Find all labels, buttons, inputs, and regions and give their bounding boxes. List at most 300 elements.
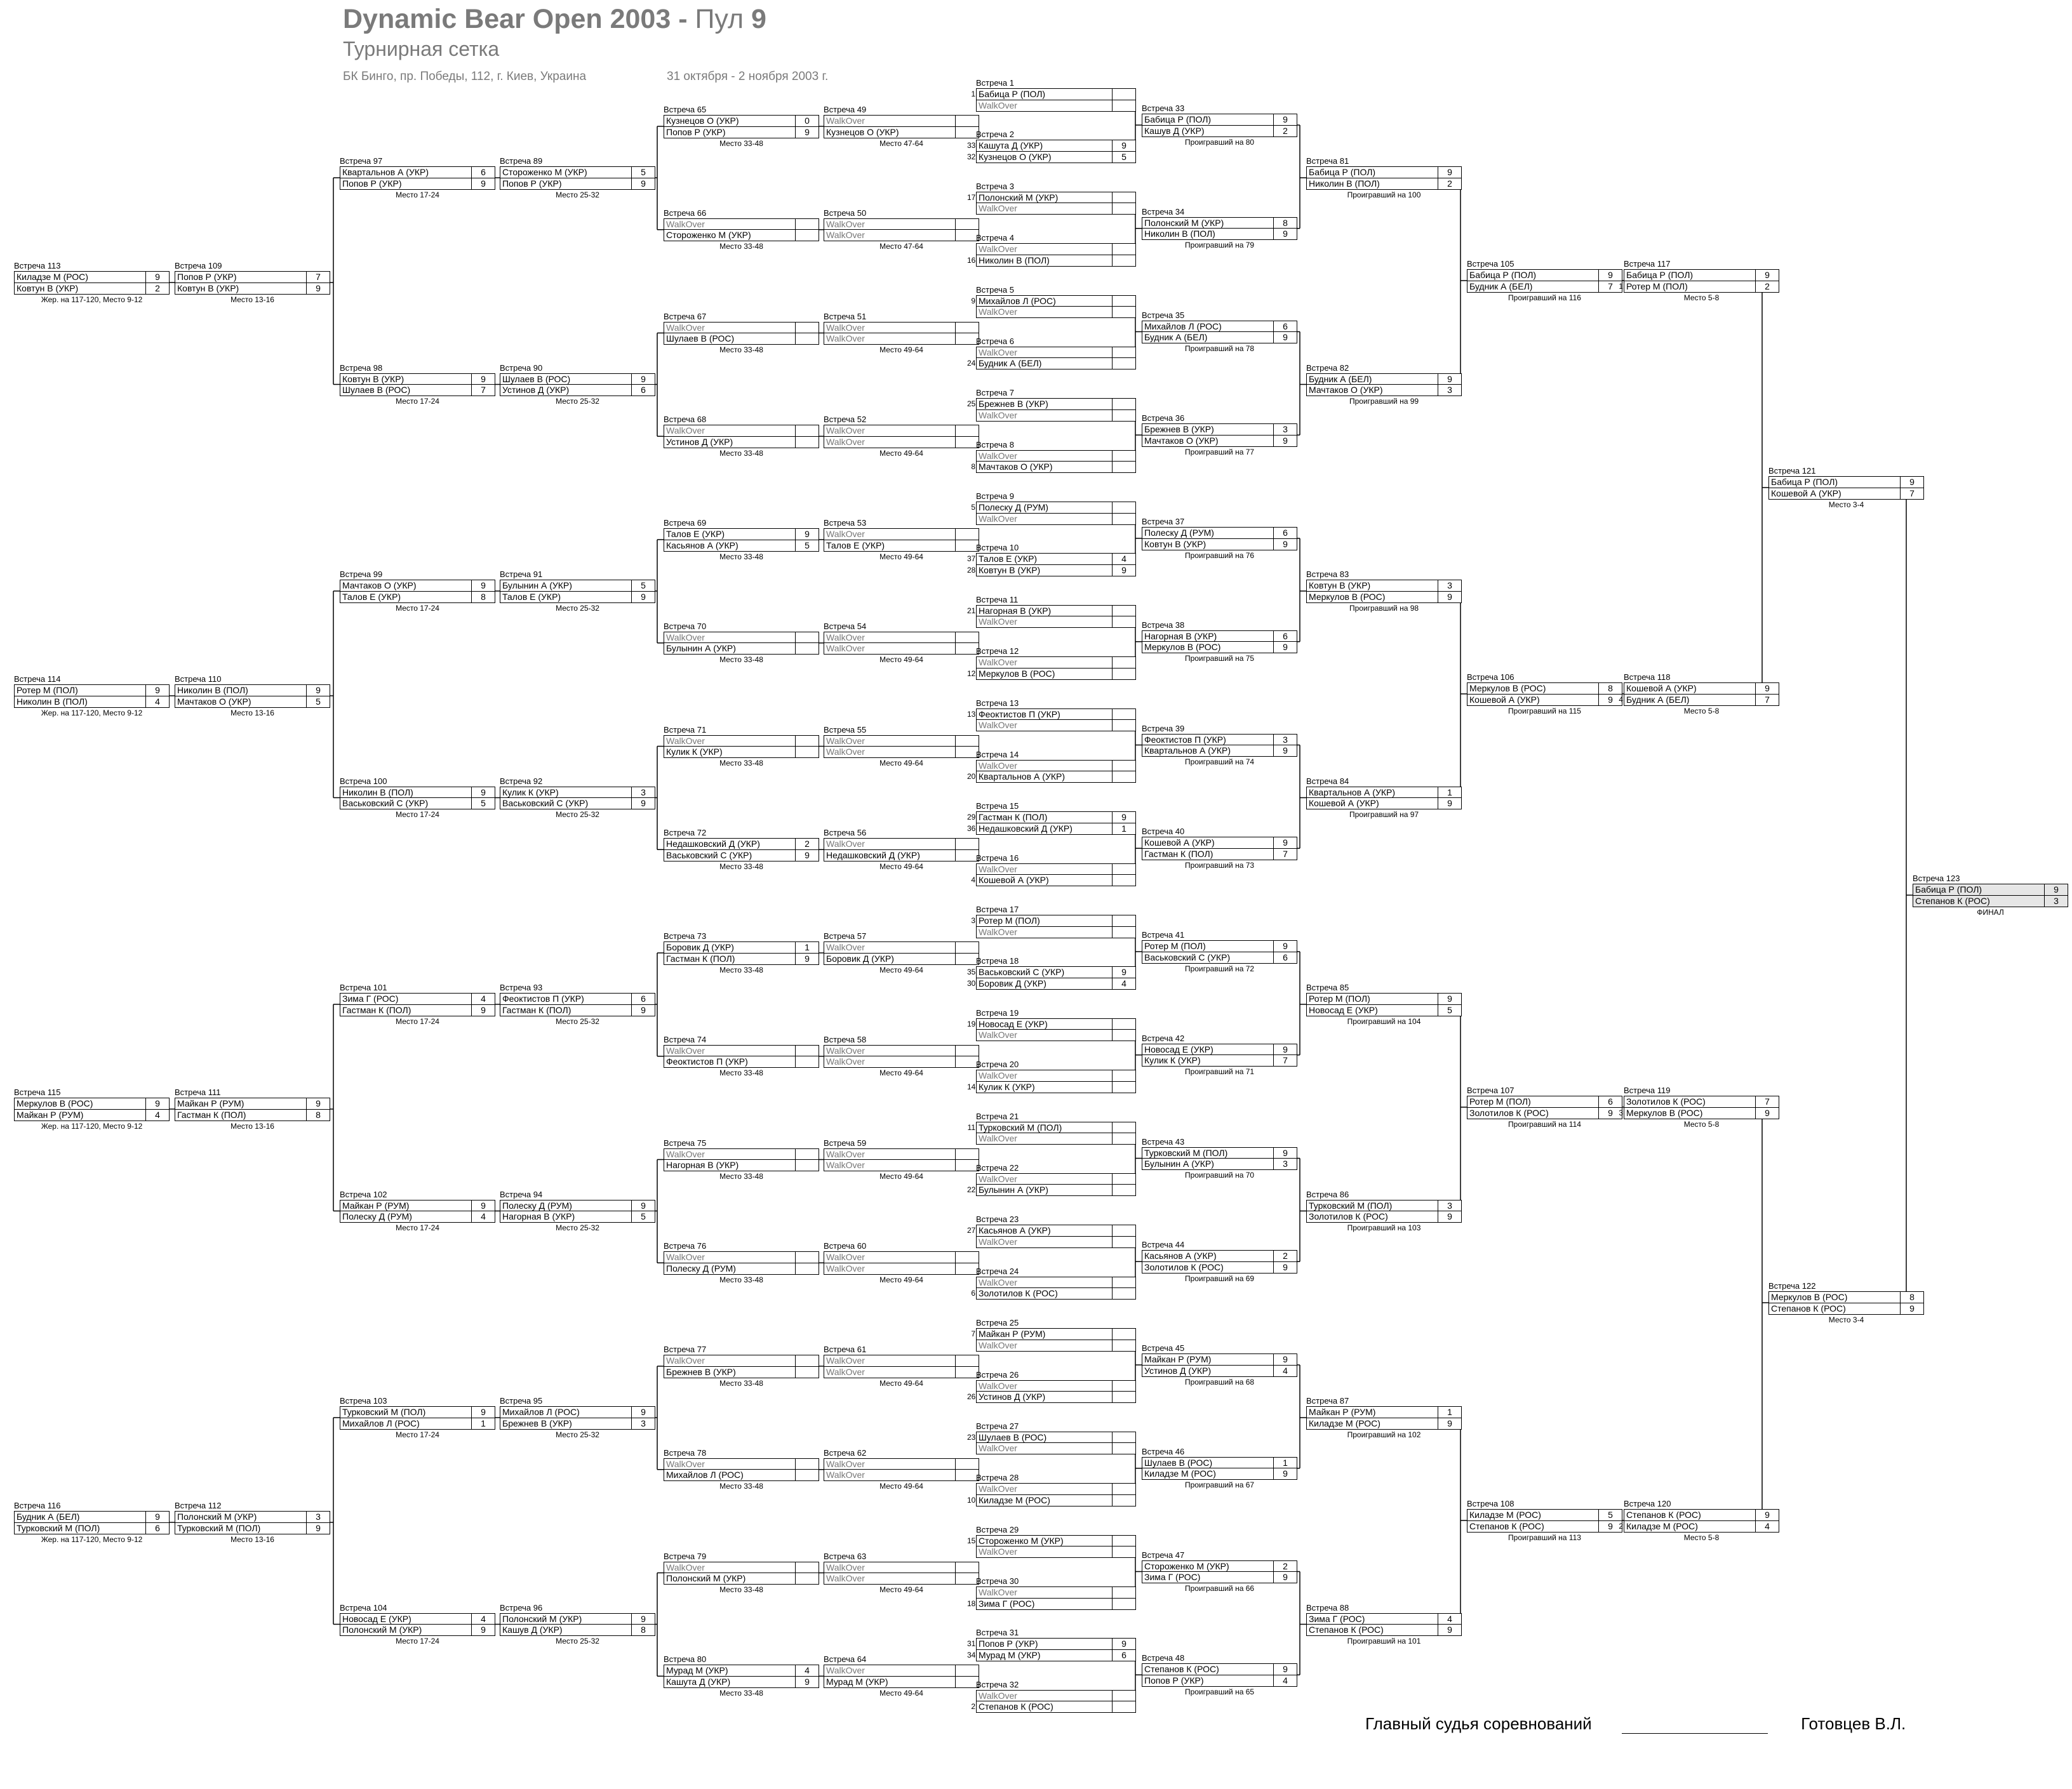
- match-115: [14, 1087, 170, 1131]
- seed-number: 3: [971, 916, 975, 926]
- match-label: Встреча 67: [664, 311, 707, 321]
- player-row: [976, 1483, 1136, 1495]
- player-name: Феоктистов П (УКР): [979, 708, 1060, 719]
- player-row: [1142, 1560, 1297, 1573]
- player-score: [955, 850, 979, 861]
- match-label: Встреча 100: [340, 776, 387, 786]
- player-name: Киладзе М (РОС): [17, 272, 88, 282]
- player-score: [1112, 1237, 1135, 1247]
- player-row: [967, 140, 1136, 152]
- player-score: 1: [471, 1418, 495, 1429]
- match-10: [967, 542, 1136, 576]
- player-row: [664, 425, 819, 437]
- player-score: [1112, 203, 1135, 214]
- player-score: [795, 1459, 819, 1470]
- player-row: [824, 528, 979, 540]
- match-39: [1142, 723, 1297, 768]
- player-name: Золотилов К (РОС): [1469, 1107, 1549, 1118]
- player-name: Меркулов В (РОС): [1626, 1107, 1703, 1118]
- match-label: Встреча 122: [1768, 1281, 1816, 1291]
- player-name: Будник А (БЕЛ): [1309, 373, 1372, 384]
- player-score: [955, 529, 979, 540]
- player-row: [664, 218, 819, 230]
- player-name: Николин В (ПОЛ): [1309, 178, 1380, 189]
- match-label: Встреча 62: [824, 1447, 867, 1458]
- match-label: Встреча 92: [500, 776, 543, 786]
- match-label: Встреча 120: [1624, 1499, 1671, 1508]
- pool-number: 9: [751, 4, 766, 34]
- player-name: Михайлов Л (РОС): [666, 1470, 744, 1480]
- player-row: [824, 1355, 979, 1367]
- player-row: [1467, 1107, 1622, 1119]
- match-94: [500, 1189, 655, 1234]
- player-row: [664, 126, 819, 138]
- player-row: [976, 203, 1136, 215]
- player-name: Меркулов В (РОС): [1144, 642, 1221, 653]
- player-name: Ротер М (ПОЛ): [1144, 941, 1206, 951]
- match-label: Встреча 71: [664, 724, 707, 735]
- match-note: Место 47-64: [879, 138, 923, 148]
- match-label: Встреча 20: [976, 1060, 1019, 1070]
- match-label: Встреча 115: [14, 1087, 61, 1097]
- player-score: [795, 1355, 819, 1366]
- player-score: [1112, 1174, 1135, 1185]
- player-row: [340, 1418, 495, 1430]
- player-row: [1142, 1147, 1297, 1159]
- player-score: 9: [631, 798, 655, 809]
- player-score: 6: [1112, 1650, 1135, 1661]
- match-note: Проигравший на 114: [1508, 1119, 1581, 1129]
- player-score: 4: [471, 1614, 495, 1625]
- player-score: [955, 736, 979, 747]
- player-score: 4: [1755, 1521, 1779, 1532]
- player-row: [500, 1613, 655, 1625]
- player-score: 2: [1273, 1561, 1297, 1572]
- player-row: [824, 1159, 979, 1171]
- match-label: Встреча 88: [1306, 1602, 1349, 1613]
- player-score: 4: [1438, 1614, 1461, 1625]
- player-row: [1142, 1044, 1297, 1056]
- player-name: Полонский М (УКР): [177, 1512, 257, 1522]
- match-label: Встреча 110: [175, 674, 222, 684]
- player-score: [1112, 915, 1135, 926]
- match-75: [664, 1138, 819, 1182]
- player-score: 9: [795, 127, 819, 138]
- walkover-text: WalkOver: [979, 1277, 1017, 1287]
- player-score: 8: [1598, 683, 1622, 694]
- walkover-text: WalkOver: [979, 1690, 1017, 1701]
- player-score: [1112, 192, 1135, 203]
- match-8: [971, 439, 1136, 474]
- player-row: [967, 1018, 1136, 1030]
- match-note: Место 5-8: [1683, 1533, 1720, 1542]
- player-row: [967, 1225, 1136, 1237]
- player-row: [500, 1406, 655, 1418]
- player-name: Квартальнов А (УКР): [1144, 745, 1231, 755]
- match-label: Встреча 48: [1142, 1653, 1185, 1663]
- match-53: [824, 517, 979, 562]
- player-row: [976, 1070, 1136, 1082]
- player-row: [175, 684, 330, 696]
- walkover-text: WalkOver: [979, 863, 1017, 874]
- player-name: Будник А (БЕЛ): [1144, 332, 1208, 342]
- player-name: Киладзе М (РОС): [1309, 1418, 1380, 1428]
- match-35: [1142, 310, 1297, 354]
- player-score: [795, 1056, 819, 1067]
- player-name: Меркулов В (РОС): [1771, 1292, 1848, 1302]
- match-91: [500, 569, 655, 613]
- player-name: Михайлов Л (РОС): [979, 295, 1056, 306]
- player-row: [1306, 591, 1462, 603]
- player-row: [500, 591, 655, 603]
- walkover-text: WalkOver: [979, 203, 1017, 214]
- player-name: Шулаев В (РОС): [1144, 1457, 1213, 1468]
- match-67: [664, 311, 819, 356]
- walkover-text: WalkOver: [826, 735, 865, 746]
- player-score: [1112, 462, 1135, 472]
- player-name: Турковский М (ПОЛ): [17, 1522, 100, 1533]
- match-9: [971, 491, 1136, 525]
- walkover-text: WalkOver: [979, 347, 1017, 357]
- player-score: 9: [1112, 812, 1135, 823]
- player-score: 8: [631, 1625, 655, 1635]
- match-17: [971, 904, 1136, 938]
- player-name: Шулаев В (РОС): [342, 385, 411, 395]
- match-45: [1142, 1343, 1297, 1387]
- match-label: Встреча 90: [500, 362, 543, 373]
- player-score: 9: [471, 1005, 495, 1016]
- player-score: [1112, 358, 1135, 369]
- player-row: [1142, 1250, 1297, 1262]
- player-row: [1624, 1509, 1779, 1521]
- player-row: [1142, 321, 1297, 333]
- player-name: Майкан Р (РУМ): [1309, 1407, 1376, 1417]
- player-name: Турковский М (ПОЛ): [177, 1522, 261, 1533]
- match-label: Встреча 76: [664, 1241, 707, 1251]
- player-score: 5: [471, 798, 495, 809]
- match-label: Встреча 2: [976, 130, 1014, 140]
- player-score: [955, 1263, 979, 1274]
- player-name: Недашковский Д (УКР): [826, 849, 920, 860]
- player-score: 3: [1273, 735, 1297, 745]
- player-score: 9: [306, 685, 330, 696]
- match-label: Встреча 55: [824, 724, 867, 735]
- player-name: Майкан Р (РУМ): [342, 1200, 410, 1211]
- match-label: Встреча 84: [1306, 776, 1349, 786]
- match-label: Встреча 40: [1142, 827, 1185, 837]
- player-row: [500, 787, 655, 799]
- player-row: [500, 166, 655, 178]
- match-label: Встреча 37: [1142, 517, 1185, 526]
- player-score: [1112, 1329, 1135, 1340]
- player-name: Золотилов К (РОС): [1626, 1096, 1706, 1107]
- player-score: 5: [1438, 1005, 1461, 1016]
- player-row: [664, 1458, 819, 1470]
- player-name: Недашковский Д (УКР): [666, 839, 760, 849]
- player-row: [1142, 114, 1297, 126]
- player-name: Гастман К (ПОЛ): [342, 1004, 411, 1015]
- player-row: [1142, 940, 1297, 952]
- player-score: 6: [145, 1523, 169, 1534]
- player-score: [795, 1252, 819, 1263]
- player-row: [824, 838, 979, 850]
- player-name: Ковтун В (УКР): [17, 283, 79, 293]
- match-116: [14, 1500, 170, 1545]
- player-score: 9: [471, 178, 495, 189]
- player-score: 2: [795, 839, 819, 849]
- walkover-text: WalkOver: [666, 1148, 705, 1159]
- player-name: Бабица Р (ПОЛ): [1913, 884, 2044, 895]
- player-row: [976, 616, 1136, 628]
- walkover-text: WalkOver: [979, 1380, 1017, 1391]
- player-score: [795, 643, 819, 654]
- player-row: [976, 1586, 1136, 1599]
- match-54: [824, 621, 979, 665]
- player-score: 9: [795, 1677, 819, 1687]
- player-score: 9: [1273, 837, 1297, 848]
- player-score: 3: [631, 787, 655, 798]
- match-note: Проигравший на 71: [1184, 1067, 1255, 1077]
- player-score: [795, 1149, 819, 1160]
- player-score: 9: [1438, 994, 1461, 1004]
- player-score: 9: [1273, 332, 1297, 343]
- player-score: [1112, 1587, 1135, 1598]
- player-score: 9: [1112, 140, 1135, 151]
- seed-number: 12: [967, 668, 976, 678]
- match-note: Жер. на 117-120, Место 9-12: [41, 1121, 143, 1131]
- player-name: Турковский М (ПОЛ): [1144, 1147, 1228, 1158]
- player-row: [664, 1056, 819, 1068]
- player-score: 8: [1273, 218, 1297, 229]
- match-label: Встреча 116: [14, 1501, 61, 1510]
- player-score: 9: [306, 283, 330, 294]
- match-note: Место 5-8: [1683, 706, 1720, 715]
- match-note: Место 17-24: [396, 1223, 439, 1232]
- match-note: Проигравший на 72: [1184, 964, 1255, 973]
- walkover-text: WalkOver: [826, 1366, 865, 1377]
- player-score: 9: [1900, 1303, 1923, 1314]
- player-score: [1112, 1381, 1135, 1392]
- player-name: Кошевой А (УКР): [1469, 694, 1540, 705]
- player-score: 6: [471, 167, 495, 178]
- match-121: [1768, 465, 1924, 510]
- player-row: [1306, 178, 1462, 190]
- walkover-text: WalkOver: [979, 616, 1017, 627]
- match-note: Место 25-32: [556, 1016, 599, 1026]
- player-name: Гастман К (ПОЛ): [177, 1109, 246, 1120]
- player-row: [824, 1148, 979, 1161]
- player-row: [1142, 228, 1297, 240]
- match-label: Встреча 11: [976, 594, 1019, 604]
- player-row: [976, 926, 1136, 938]
- player-name: Кашута Д (УКР): [979, 140, 1043, 151]
- player-score: 3: [1438, 385, 1461, 396]
- match-65: [664, 104, 819, 149]
- match-label: Встреча 27: [976, 1421, 1019, 1431]
- walkover-text: WalkOver: [826, 1470, 865, 1480]
- match-note: Место 33-48: [719, 1688, 763, 1698]
- player-name: Устинов Д (УКР): [666, 436, 733, 447]
- seed-number: 13: [967, 709, 976, 719]
- player-row: [976, 450, 1136, 462]
- player-row: [175, 1522, 330, 1534]
- player-name: Киладзе М (РОС): [1626, 1520, 1698, 1531]
- match-93: [500, 982, 655, 1027]
- match-label: Встреча 64: [824, 1654, 867, 1665]
- match-note: Место 33-48: [719, 242, 763, 251]
- match-38: [1142, 620, 1297, 664]
- player-row: [14, 1109, 170, 1121]
- player-row: [1142, 125, 1297, 137]
- player-row: [967, 564, 1136, 576]
- match-note: Проигравший на 79: [1184, 241, 1255, 250]
- player-name: Феоктистов П (УКР): [1144, 734, 1226, 745]
- match-label: Встреча 38: [1142, 620, 1185, 630]
- player-score: 6: [631, 994, 655, 1004]
- player-row: [175, 271, 330, 283]
- player-score: 9: [2044, 884, 2068, 895]
- match-58: [824, 1034, 979, 1079]
- player-row: [1142, 734, 1297, 746]
- match-note: Проигравший на 99: [1349, 397, 1419, 406]
- player-row: [967, 1638, 1136, 1650]
- player-row: [1306, 993, 1462, 1005]
- player-row: [1306, 373, 1462, 385]
- player-name: Турковский М (ПОЛ): [342, 1407, 426, 1417]
- player-name: Золотилов К (РОС): [1144, 1261, 1224, 1272]
- player-row: [967, 823, 1136, 835]
- player-name: Мачтаков О (УКР): [979, 462, 1053, 472]
- match-28: [967, 1472, 1136, 1506]
- match-note: Место 33-48: [719, 1585, 763, 1594]
- seed-number: 1: [971, 90, 975, 98]
- player-score: [955, 1470, 979, 1480]
- match-label: Встреча 101: [340, 983, 387, 992]
- player-row: [1142, 1353, 1297, 1366]
- player-score: [1112, 1225, 1135, 1236]
- match-note: Место 13-16: [231, 295, 274, 304]
- match-label: Встреча 69: [664, 518, 707, 528]
- player-row: [967, 192, 1136, 204]
- player-score: 9: [1438, 374, 1461, 385]
- match-59: [824, 1138, 979, 1182]
- match-60: [824, 1240, 979, 1285]
- player-row: [340, 384, 495, 396]
- match-note: Место 49-64: [879, 1378, 923, 1388]
- walkover-text: WalkOver: [826, 1056, 865, 1067]
- player-row: [1467, 1509, 1622, 1521]
- player-name: Кашута Д (УКР): [666, 1676, 731, 1687]
- player-score: 9: [1273, 229, 1297, 239]
- match-12: [967, 646, 1136, 680]
- player-score: 9: [1273, 1354, 1297, 1365]
- player-name: Попов Р (УКР): [502, 178, 562, 189]
- player-score: 5: [631, 167, 655, 178]
- player-row: [824, 1562, 979, 1574]
- player-row: [824, 126, 979, 138]
- player-name: Феоктистов П (УКР): [666, 1056, 748, 1067]
- player-name: Полеску Д (РУМ): [342, 1211, 412, 1221]
- seed-number: 22: [967, 1185, 976, 1195]
- player-row: [967, 1432, 1136, 1444]
- player-name: Боровик Д (УКР): [666, 942, 734, 952]
- match-13: [967, 698, 1136, 732]
- match-108: [1467, 1498, 1622, 1543]
- player-name: Кошевой А (УКР): [979, 875, 1049, 886]
- player-score: 3: [306, 1512, 330, 1522]
- player-name: Михайлов Л (РОС): [342, 1418, 420, 1428]
- player-score: 9: [1273, 642, 1297, 653]
- player-score: [955, 1355, 979, 1366]
- match-40: [1142, 826, 1297, 870]
- match-note: Проигравший на 74: [1184, 757, 1255, 766]
- player-row: [976, 1236, 1136, 1248]
- player-name: Меркулов В (РОС): [1309, 591, 1386, 602]
- player-name: Степанов К (РОС): [979, 1701, 1053, 1712]
- match-note: Место 49-64: [879, 345, 923, 354]
- player-score: 7: [1900, 488, 1923, 499]
- match-note: Место 33-48: [719, 965, 763, 974]
- match-label: Встреча 13: [976, 698, 1019, 708]
- match-label: Встреча 45: [1142, 1343, 1185, 1353]
- player-name: Квартальнов А (УКР): [342, 167, 429, 177]
- player-name: Меркулов В (РОС): [979, 668, 1055, 679]
- player-row: [824, 218, 979, 230]
- player-score: 1: [795, 942, 819, 953]
- match-label: Встреча 19: [976, 1008, 1019, 1018]
- player-score: 9: [1900, 477, 1923, 488]
- match-label: Встреча 49: [824, 105, 867, 114]
- player-row: [664, 642, 819, 655]
- player-row: [1306, 166, 1462, 178]
- walkover-text: WalkOver: [666, 1458, 705, 1469]
- walkover-text: WalkOver: [666, 735, 705, 746]
- seed-number: 7: [971, 1329, 975, 1339]
- walkover-text: WalkOver: [979, 1587, 1017, 1598]
- player-row: [967, 151, 1136, 163]
- match-19: [967, 1008, 1136, 1042]
- player-row: [824, 1056, 979, 1068]
- player-row: [340, 580, 495, 592]
- player-score: [955, 230, 979, 241]
- player-row: [1142, 1663, 1297, 1675]
- walkover-text: WalkOver: [826, 425, 865, 436]
- match-label: Встреча 94: [500, 1189, 543, 1199]
- match-label: Встреча 15: [976, 801, 1019, 811]
- match-label: Встреча 61: [824, 1345, 867, 1354]
- match-24: [971, 1266, 1136, 1300]
- player-name: Васьковский С (УКР): [979, 967, 1065, 978]
- match-note: Место 49-64: [879, 655, 923, 665]
- player-score: [1112, 410, 1135, 421]
- player-name: Ковтун В (УКР): [177, 283, 239, 293]
- player-score: 9: [145, 1098, 169, 1109]
- match-34: [1142, 206, 1297, 251]
- player-name: Булынин А (УКР): [666, 643, 736, 654]
- player-score: 7: [1273, 1055, 1297, 1066]
- seed-number: 4: [1619, 695, 1623, 704]
- player-row: [1142, 331, 1297, 343]
- match-note: Проигравший на 104: [1347, 1016, 1421, 1026]
- match-3: [967, 181, 1136, 215]
- walkover-text: WalkOver: [979, 409, 1017, 420]
- player-row: [14, 283, 170, 295]
- player-row: [500, 1211, 655, 1223]
- player-score: [955, 632, 979, 643]
- match-47: [1142, 1550, 1297, 1594]
- match-label: Встреча 58: [824, 1034, 867, 1044]
- player-score: [1112, 89, 1135, 100]
